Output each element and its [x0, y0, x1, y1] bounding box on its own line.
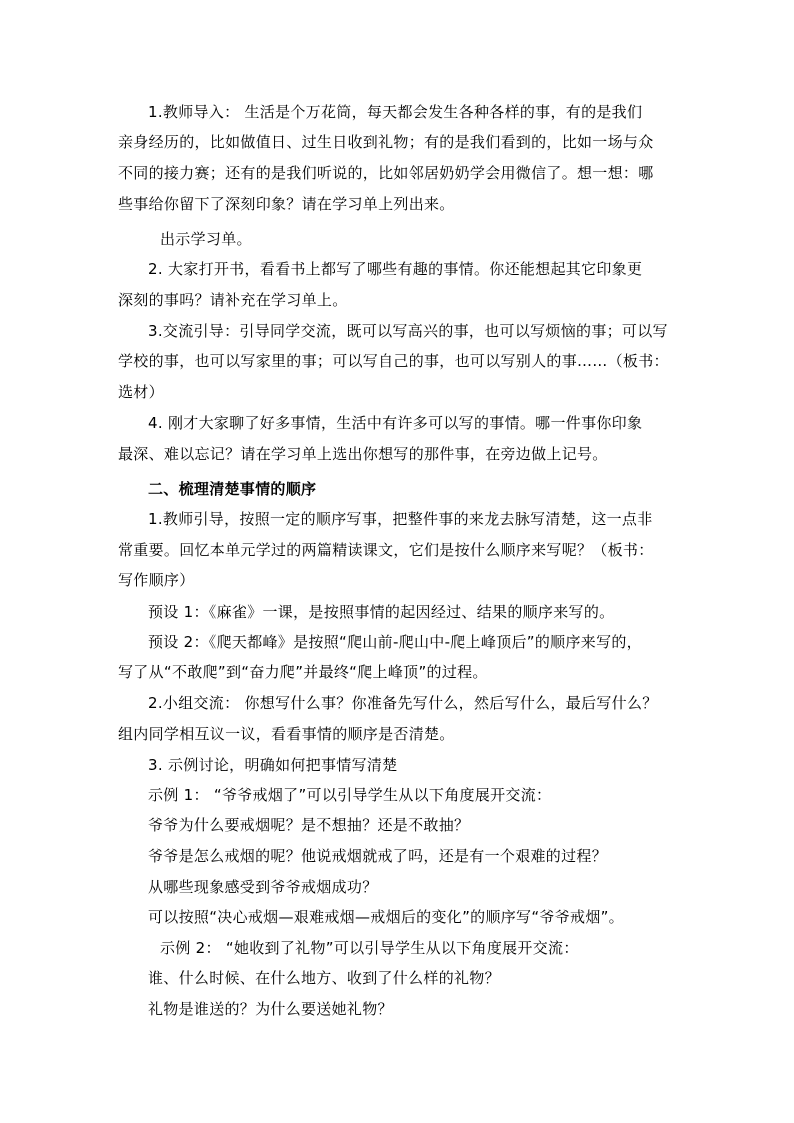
- paragraph-exchange-guide-line-1: 3.交流引导：引导同学交流，既可以写高兴的事，也可以写烦恼的事；可以写: [148, 322, 668, 340]
- paragraph-exchange-guide-line-2: 学校的事，也可以写家里的事；可以写自己的事，也可以写别人的事……（板书：: [118, 352, 669, 370]
- paragraph-group-exchange-line-1: 2.小组交流： 你想写什么事？你准备先写什么，然后写什么，最后写什么？: [148, 694, 658, 712]
- paragraph-teacher-intro-line-1: 1.教师导入： 生活是个万花筒，每天都会发生各种各样的事，有的是我们: [148, 103, 643, 121]
- paragraph-example-1: 示例 1： “爷爷戒烟了”可以引导学生从以下角度展开交流：: [148, 786, 552, 804]
- paragraph-show-worksheet: 出示学习单。: [160, 230, 252, 248]
- paragraph-teacher-intro-line-4: 些事给你留下了深刻印象？请在学习单上列出来。: [118, 195, 455, 213]
- paragraph-choose-event-line-1: 4. 刚才大家聊了好多事情，生活中有许多可以写的事情。哪一件事你印象: [148, 414, 643, 432]
- paragraph-open-book-line-1: 2. 大家打开书，看看书上都写了哪些有趣的事情。你还能想起其它印象更: [148, 260, 643, 278]
- paragraph-example-discussion: 3. 示例讨论，明确如何把事情写清楚: [148, 756, 398, 774]
- paragraph-example-2-question-1: 谁、什么时候、在什么地方、收到了什么样的礼物？: [148, 969, 500, 987]
- paragraph-teacher-intro-line-3: 不同的接力赛；还有的是我们听说的，比如邻居奶奶学会用微信了。想一想：哪: [118, 164, 654, 182]
- paragraph-exchange-guide-line-3: 选材）: [118, 383, 164, 401]
- paragraph-preset-2-line-2: 写了从“不敢爬”到“奋力爬”并最终“爬上峰顶”的过程。: [118, 663, 488, 681]
- paragraph-example-2-question-2: 礼物是谁送的？为什么要送她礼物？: [148, 1000, 393, 1018]
- paragraph-teacher-intro-line-2: 亲身经历的，比如做值日、过生日收到礼物；有的是我们看到的，比如一场与众: [118, 133, 654, 151]
- paragraph-group-exchange-line-2: 组内同学相互议一议，看看事情的顺序是否清楚。: [118, 725, 455, 743]
- paragraph-preset-2-line-1: 预设 2：《爬天都峰》是按照“爬山前-爬山中-爬上峰顶后”的顺序来写的，: [148, 633, 642, 651]
- paragraph-open-book-line-2: 深刻的事吗？请补充在学习单上。: [118, 291, 348, 309]
- paragraph-preset-1: 预设 1：《麻雀》一课，是按照事情的起因经过、结果的顺序来写的。: [148, 603, 615, 621]
- paragraph-example-1-question-2: 爷爷是怎么戒烟的呢？他说戒烟就戒了吗，还是有一个艰难的过程？: [148, 847, 608, 865]
- paragraph-example-1-question-1: 爷爷为什么要戒烟呢？是不想抽？还是不敢抽？: [148, 816, 470, 834]
- paragraph-teacher-guide-line-2: 常重要。回忆本单元学过的两篇精读课文，它们是按什么顺序来写呢？（板书：: [118, 541, 654, 559]
- paragraph-example-1-order: 可以按照“决心戒烟—艰难戒烟—戒烟后的变化”的顺序写“爷爷戒烟”。: [148, 908, 624, 926]
- paragraph-example-1-question-3: 从哪些现象感受到爷爷戒烟成功？: [148, 878, 378, 896]
- paragraph-teacher-guide-line-1: 1.教师引导，按照一定的顺序写事，把整件事的来龙去脉写清楚，这一点非: [148, 510, 653, 528]
- paragraph-teacher-guide-line-3: 写作顺序）: [118, 571, 195, 589]
- paragraph-example-2: 示例 2： “她收到了礼物”可以引导学生从以下角度展开交流：: [160, 939, 579, 957]
- paragraph-choose-event-line-2: 最深、难以忘记？请在学习单上选出你想写的那件事，在旁边做上记号。: [118, 445, 608, 463]
- section-heading-2: 二、梳理清楚事情的顺序: [148, 480, 317, 498]
